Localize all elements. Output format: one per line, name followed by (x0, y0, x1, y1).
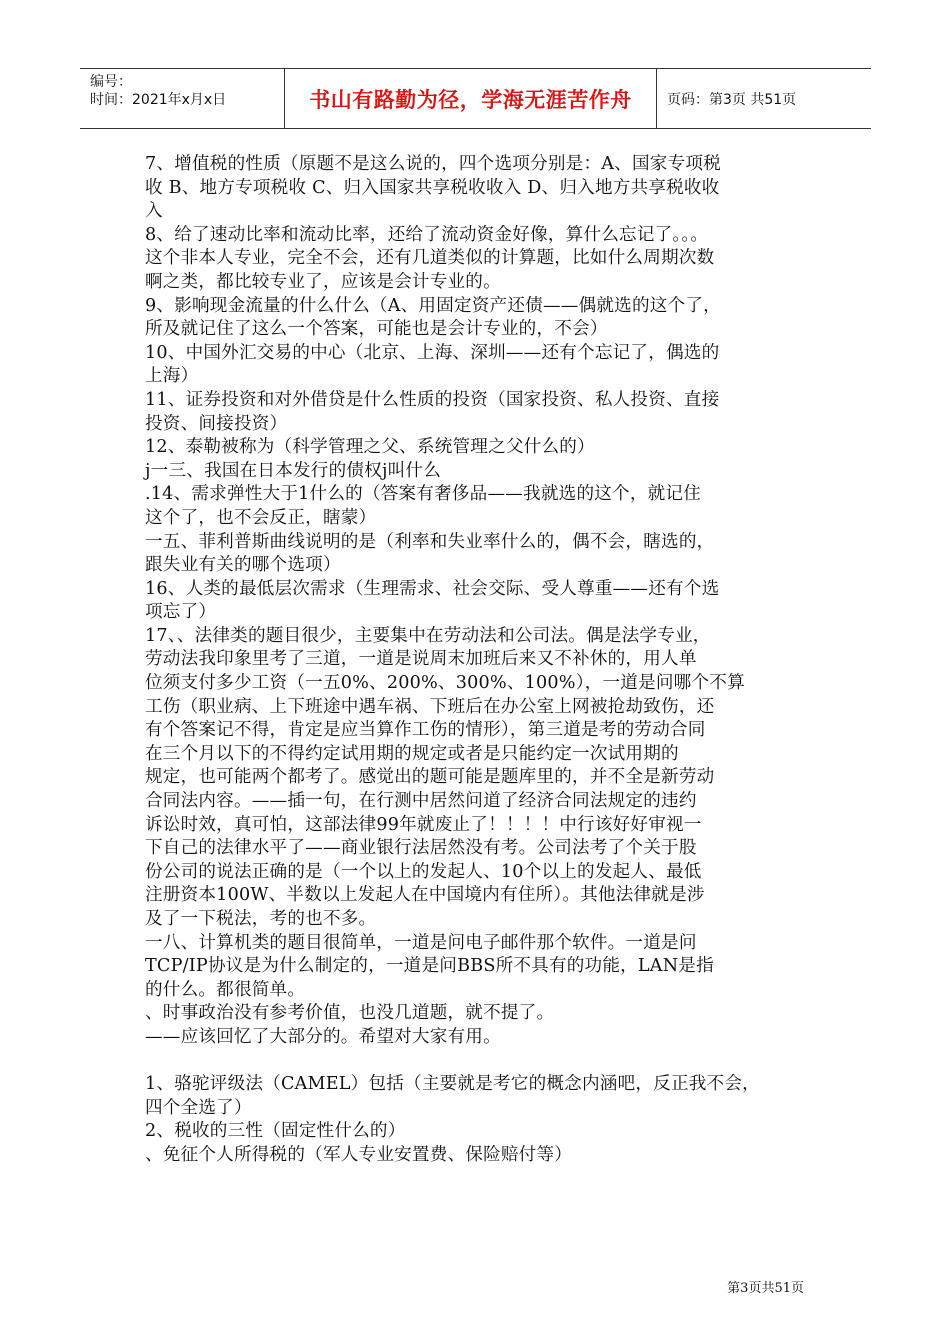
header-page-number: 页码：第3页 共51页 (667, 91, 797, 108)
body-line: 合同法内容。——插一句，在行测中居然问道了经济合同法规定的违约 (145, 791, 697, 812)
page-footer: 第3页共51页 (727, 1281, 804, 1296)
body-line: 的什么。都很简单。 (145, 979, 306, 1000)
body-line: 12、泰勒被称为（科学管理之父、系统管理之父什么的） (145, 437, 595, 458)
body-line: 四个全选了） (145, 1097, 252, 1118)
body-line: .14、需求弹性大于1什么的（答案有奢侈品——我就选的这个，就记住 (145, 484, 701, 505)
body-line: 工伤（职业病、上下班途中遇车祸、下班后在办公室上网被抢劫致伤，还 (145, 696, 715, 717)
body-line: 所及就记住了这么一个答案，可能也是会计专业的，不会） (145, 319, 608, 340)
body-line: j一三、我国在日本发行的债权j叫什么 (145, 460, 442, 481)
body-line: 1、骆驼评级法（CAMEL）包括（主要就是考它的概念内涵吧，反正我不会， (145, 1074, 760, 1095)
header-motto: 书山有路勤为径，学海无涯苦作舟 (285, 69, 657, 128)
body-line: 这个了，也不会反正，瞎蒙） (145, 507, 377, 528)
body-line: 份公司的说法正确的是（一个以上的发起人、10个以上的发起人、最低 (145, 861, 702, 882)
header-meta (80, 69, 285, 128)
body-line: 在三个月以下的不得约定试用期的规定或者是只能约定一次试用期的 (145, 743, 679, 764)
body-line: 一八、计算机类的题目很简单，一道是问电子邮件那个软件。一道是问 (145, 932, 697, 953)
body-line: 、时事政治没有参考价值，也没几道题，就不提了。 (145, 1003, 555, 1024)
body-line: 入 (145, 201, 163, 222)
body-line: 劳动法我印象里考了三道，一道是说周末加班后来又不补休的，用人单 (145, 649, 697, 670)
document-body (145, 153, 810, 1168)
body-line: 一五、菲利普斯曲线说明的是（利率和失业率什么的，偶不会，瞎选的， (145, 531, 715, 552)
body-line: 项忘了） (145, 602, 217, 623)
body-line: 诉讼时效，真可怕，这部法律99年就废止了！！！！中行该好好审视一 (145, 814, 702, 835)
document-number-label: 编号： (90, 74, 132, 90)
body-line: 有个答案记不得，肯定是应当算作工伤的情形），第三道是考的劳动合同 (145, 720, 706, 741)
body-line: 及了一下税法，考的也不多。 (145, 909, 377, 929)
body-line: 、免征个人所得税的（军人专业安置费、保险赔付等） (145, 1144, 573, 1165)
body-line: 注册资本100W、半数以上发起人在中国境内有住所）。其他法律就是涉 (145, 885, 705, 906)
body-line: 7、增值税的性质（原题不是这么说的，四个选项分别是：A、国家专项税 (145, 154, 721, 174)
body-line: 10、中国外汇交易的中心（北京、上海、深圳——还有个忘记了，偶选的 (145, 342, 720, 363)
body-line: ——应该回忆了大部分的。希望对大家有用。 (145, 1026, 501, 1047)
body-line: 收 B、地方专项税收 C、归入国家共享税收收入 D、归入地方共享税收收 (145, 177, 720, 198)
body-line: TCP/IP协议是为什么制定的，一道是问BBS所不具有的功能，LAN是指 (145, 956, 714, 977)
body-line: 位须支付多少工资（一五0%、200%、300%、100%），一道是问哪个不算 (145, 673, 745, 694)
body-line: 2、税收的三性（固定性什么的） (145, 1121, 406, 1142)
document-date-label: 时间：2021年x月x日 (90, 92, 227, 108)
page-header (80, 68, 871, 129)
body-line (145, 1050, 810, 1074)
body-line: 11、证券投资和对外借贷是什么性质的投资（国家投资、私人投资、直接 (145, 389, 720, 410)
body-line: 投资、间接投资） (145, 413, 288, 434)
body-line: 规定，也可能两个都考了。感觉出的题可能是题库里的，并不全是新劳动 (145, 767, 715, 788)
body-line: 8、给了速动比率和流动比率，还给了流动资金好像，算什么忘记了。。。 (145, 224, 709, 245)
body-line: 上海） (145, 366, 199, 387)
body-line: 9、影响现金流量的什么什么（A、用固定资产还债——偶就选的这个了， (145, 295, 721, 316)
body-line: 下自己的法律水平了——商业银行法居然没有考。公司法考了个关于股 (145, 838, 697, 859)
body-line: 17、、法律类的题目很少，主要集中在劳动法和公司法。偶是法学专业， (145, 625, 711, 646)
body-line: 跟失业有关的哪个选项） (145, 555, 341, 576)
body-line: 啊之类，都比较专业了，应该是会计专业的。 (145, 271, 501, 292)
body-line: 16、人类的最低层次需求（生理需求、社会交际、受人尊重——还有个选 (145, 578, 720, 599)
body-line: 这个非本人专业，完全不会，还有几道类似的计算题，比如什么周期次数 (145, 248, 715, 269)
